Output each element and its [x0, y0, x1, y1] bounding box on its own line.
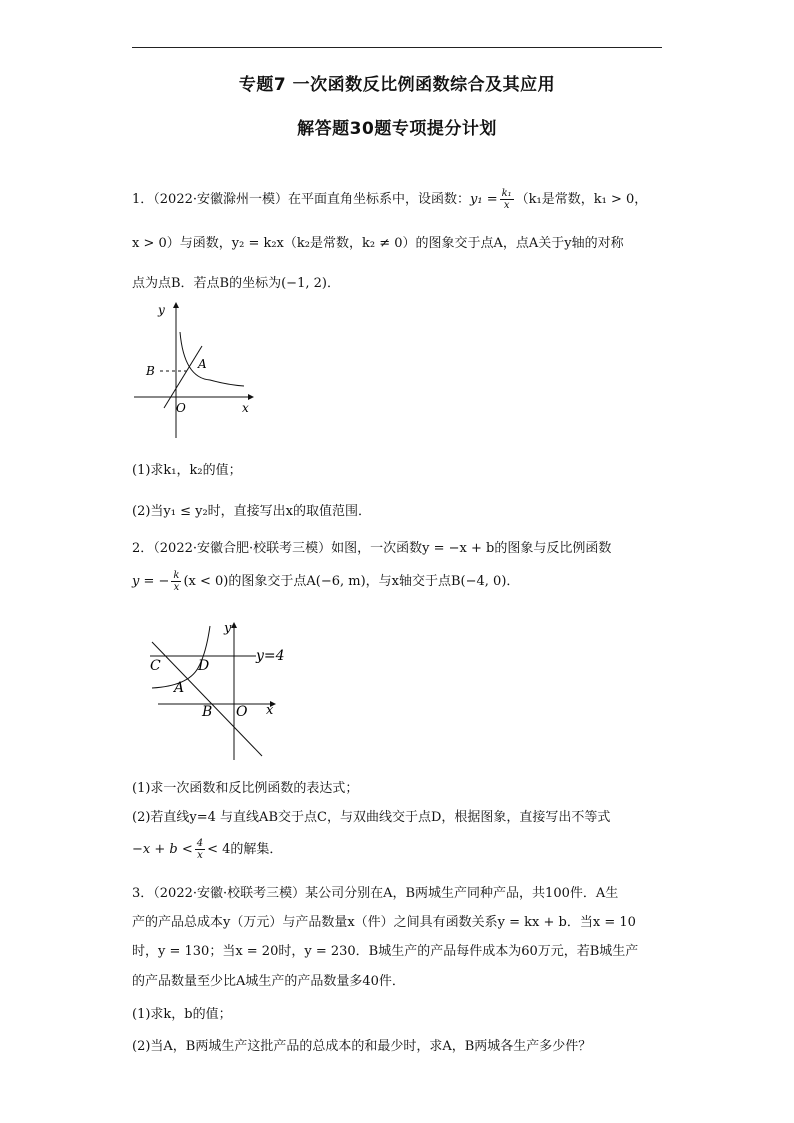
q2-line-2	[132, 570, 519, 593]
q3-part-2: (2)当A，B两城生产这批产品的总成本的和最少时，求A，B两城各生产多少件？	[132, 1039, 592, 1054]
q2-label-line-y4: y=4	[256, 648, 285, 664]
q1-y-arrow	[173, 302, 179, 308]
q2-fraction-den: x	[173, 582, 180, 593]
q2-label-c: C	[150, 658, 161, 674]
q1-part-2: (2)当y₁ ≤ y₂时，直接写出x的取值范围．	[132, 504, 372, 519]
q2-fraction-num: k	[173, 570, 180, 581]
q1-x-arrow	[248, 394, 254, 400]
q1-line-3: 点为点B．若点B的坐标为(−1, 2)．	[132, 276, 340, 291]
q3-part-1: (1)求k，b的值；	[132, 1007, 232, 1022]
q2-inequality-frac-num: 4	[196, 838, 204, 849]
q1-fraction-num: k₁	[501, 188, 512, 199]
q2-y-arrow	[231, 622, 237, 628]
page-subtitle: 解答题30题专项提分计划	[297, 119, 497, 139]
q1-figure	[130, 296, 255, 442]
q1-fraction	[500, 188, 514, 211]
q1-line-y2	[164, 346, 202, 408]
q2-part-2-inequality	[132, 838, 282, 861]
q2-inequality-lhs: −x + b <	[132, 842, 193, 857]
header-rule	[132, 47, 662, 48]
q3-line-4: 的产品数量至少比A城生产的产品数量多40件．	[132, 974, 405, 989]
q1-hyperbola	[180, 332, 244, 386]
q1-line-1-text: 1．（2022·安徽滁州一模）在平面直角坐标系中，设函数：	[132, 192, 470, 207]
q2-inequality-rest: < 4的解集．	[207, 842, 283, 857]
q2-label-y: y	[224, 621, 232, 636]
q2-label-o: O	[236, 704, 248, 720]
q2-part-2: (2)若直线y=4 与直线AB交于点C，与双曲线交于点D，根据图象，直接写出不等式	[132, 810, 611, 825]
q1-line-1-rest: （k₁是常数，k₁ > 0，	[515, 192, 648, 207]
q2-label-b: B	[202, 704, 213, 720]
q2-line-1: 2．（2022·安徽合肥·校联考三模）如图，一次函数y = −x + b的图象与反比例函数	[132, 541, 612, 556]
q1-line-2: x > 0）与函数，y₂ = k₂x（k₂是常数，k₂ ≠ 0）的图象交于点A，点A关于y轴的对称	[132, 236, 624, 251]
q1-label-a: A	[198, 357, 207, 371]
q3-line-2: 产的产品总成本y（万元）与产品数量x（件）之间具有函数关系y = kx + b．当x = 10	[132, 915, 636, 930]
q2-fraction	[171, 570, 181, 593]
q2-label-x: x	[266, 703, 274, 718]
q2-line-2-lhs: y = −	[132, 574, 170, 589]
q1-fraction-den: x	[503, 200, 510, 211]
q1-part-1: (1)求k₁，k₂的值；	[132, 463, 242, 478]
q1-line-1	[132, 188, 647, 211]
q3-line-3: 时，y = 130；当x = 20时，y = 230．B城生产的产品每件成本为60万元，若B城生产	[132, 944, 639, 959]
q1-label-o: O	[176, 401, 186, 415]
q3-line-1: 3．（2022·安徽·校联考三模）某公司分别在A，B两城生产同种产品，共100件．A生	[132, 886, 619, 901]
q2-hyperbola	[152, 626, 210, 688]
q2-inequality-fraction	[195, 838, 205, 861]
q2-line-2-rest: (x < 0)的图象交于点A(−6, m)，与x轴交于点B(−4, 0)．	[183, 574, 520, 589]
q1-label-b: B	[146, 364, 155, 378]
q1-label-x: x	[242, 401, 249, 415]
q2-label-a: A	[174, 680, 185, 696]
q2-inequality-frac-den: x	[197, 850, 203, 861]
q2-figure	[140, 616, 292, 764]
q2-label-d: D	[198, 658, 210, 674]
q2-part-1: (1)求一次函数和反比例函数的表达式；	[132, 781, 359, 796]
q1-y1: y₁ =	[470, 192, 498, 207]
page-title: 专题7 一次函数反比例函数综合及其应用	[238, 75, 556, 95]
q1-label-y: y	[158, 303, 165, 317]
